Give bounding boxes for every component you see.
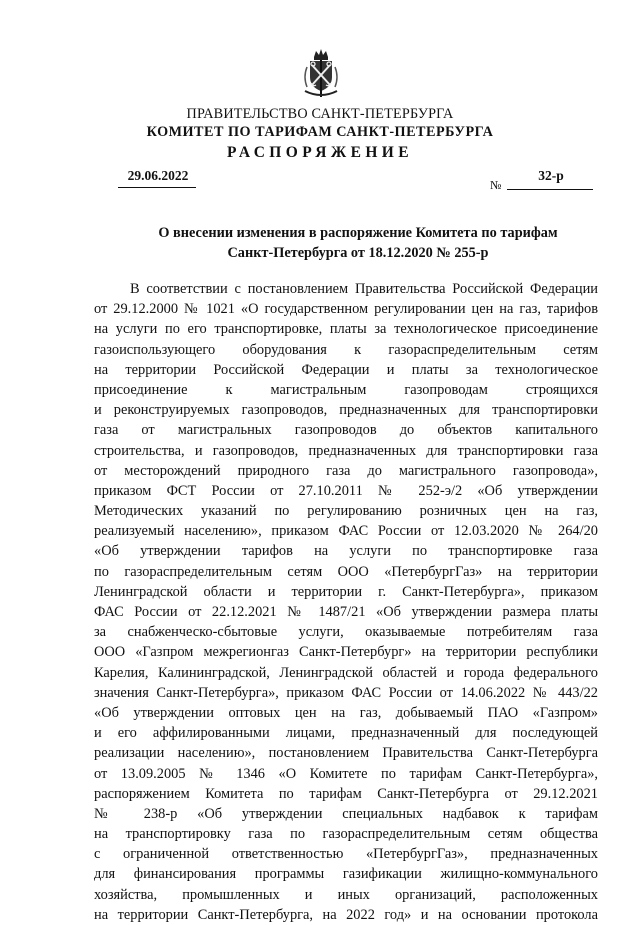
body-line: приказом ФСТ России от 27.10.2011 № 252-э/2 «Об утверждении	[94, 482, 598, 499]
body-line: «Об утверждении оптовых цен на газ, добываемый ПАО «Газпром»	[94, 704, 598, 721]
body-text	[94, 279, 598, 925]
body-line: хозяйства, промышленных и иных организаций, расположенных	[94, 886, 598, 903]
body-line: реализуемый населению», приказом ФАС России от 12.03.2020 № 264/20	[94, 523, 598, 540]
body-line: за снабженческо-сбытовые услуги, оказываемые потребителям газа	[94, 624, 598, 641]
body-line: ФАС России от 22.12.2021 № 1487/21 «Об утверждении размера платы	[94, 604, 598, 620]
body-line: В соответствии с постановлением Правительства Российской Федерации	[130, 281, 598, 297]
body-line: Методических указаний по регулированию розничных цен на газ,	[94, 503, 598, 520]
body-line: на территории Санкт-Петербурга, на 2022 год» и на основании протокола	[94, 906, 598, 923]
body-line: на услуги по его транспортировке, платы за технологическое присоединение	[94, 321, 598, 338]
body-line: и реконструируемых газопроводов, предназначенных для транспортировки	[94, 402, 598, 419]
body-line: присоединение к магистральным газопроводам строящихся	[94, 381, 598, 398]
date-underline	[118, 187, 196, 188]
body-line: от 13.09.2005 № 1346 «О Комитете по тарифам Санкт-Петербурга»,	[94, 765, 598, 782]
number-label: №	[490, 178, 502, 192]
body-line: № 238-р «Об утверждении специальных надбавок к тарифам	[94, 805, 598, 822]
body-line: реализации населению», постановлением Правительства Санкт-Петербурга	[94, 745, 598, 762]
body-line: с ограниченной ответственностью «ПетербургГаз», предназначенных	[94, 846, 598, 863]
body-line: значения Санкт-Петербурга», приказом ФАС России от 14.06.2022 № 443/22	[94, 684, 598, 701]
body-line: для финансирования программы газификации жилищно-коммунального	[94, 866, 598, 883]
body-line: от месторождений природного газа до магистрального газопровода»,	[94, 462, 598, 479]
number-underline	[507, 189, 593, 190]
subject-line: О внесении изменения в распоряжение Комитета по тарифам	[158, 225, 558, 241]
government-name: ПРАВИТЕЛЬСТВО САНКТ-ПЕТЕРБУРГА	[186, 106, 454, 122]
body-line: газоиспользующего оборудования к газораспределительным сетям	[94, 341, 598, 358]
body-line: распоряжением Комитета по тарифам Санкт-Петербурга от 29.12.2021	[94, 785, 598, 802]
document-date: 29.06.2022	[127, 168, 189, 183]
subject-line: Санкт-Петербурга от 18.12.2020 № 255-р	[227, 244, 489, 261]
document-subject	[118, 224, 598, 263]
body-line: Карелия, Калининградской, Ленинградской областей и города федерального	[94, 664, 598, 681]
body-line: на транспортировку газа по газораспределительным сетям общества	[94, 826, 598, 843]
document-type: РАСПОРЯЖЕНИЕ	[226, 144, 414, 161]
body-line: газа от магистральных газопроводов до объектов капитального	[94, 422, 598, 439]
body-line: ООО «Газпром межрегионгаз Санкт-Петербург» на территории республики	[94, 644, 598, 661]
body-line: Ленинградской области и территории г. Санкт-Петербурга», приказом	[94, 583, 598, 600]
body-line: строительства, и газопроводов, предназначенных для транспортировки газа	[94, 442, 598, 459]
body-line: от 29.12.2000 № 1021 «О государственном регулировании цен на газ, тарифов	[94, 301, 598, 318]
body-line: на территории Российской Федерации и платы за технологическое	[94, 361, 598, 378]
coat-of-arms-icon	[297, 47, 345, 101]
body-line: и его аффилированными лицами, предназначенный для последующей	[94, 725, 598, 742]
body-line: «Об утверждении тарифов на услуги по транспортировке газа	[94, 543, 598, 560]
document-number: 32-р	[538, 168, 564, 183]
committee-name: КОМИТЕТ ПО ТАРИФАМ САНКТ-ПЕТЕРБУРГА	[146, 124, 494, 140]
body-line: по газораспределительным сетям ООО «ПетербургГаз» на территории	[94, 563, 598, 580]
